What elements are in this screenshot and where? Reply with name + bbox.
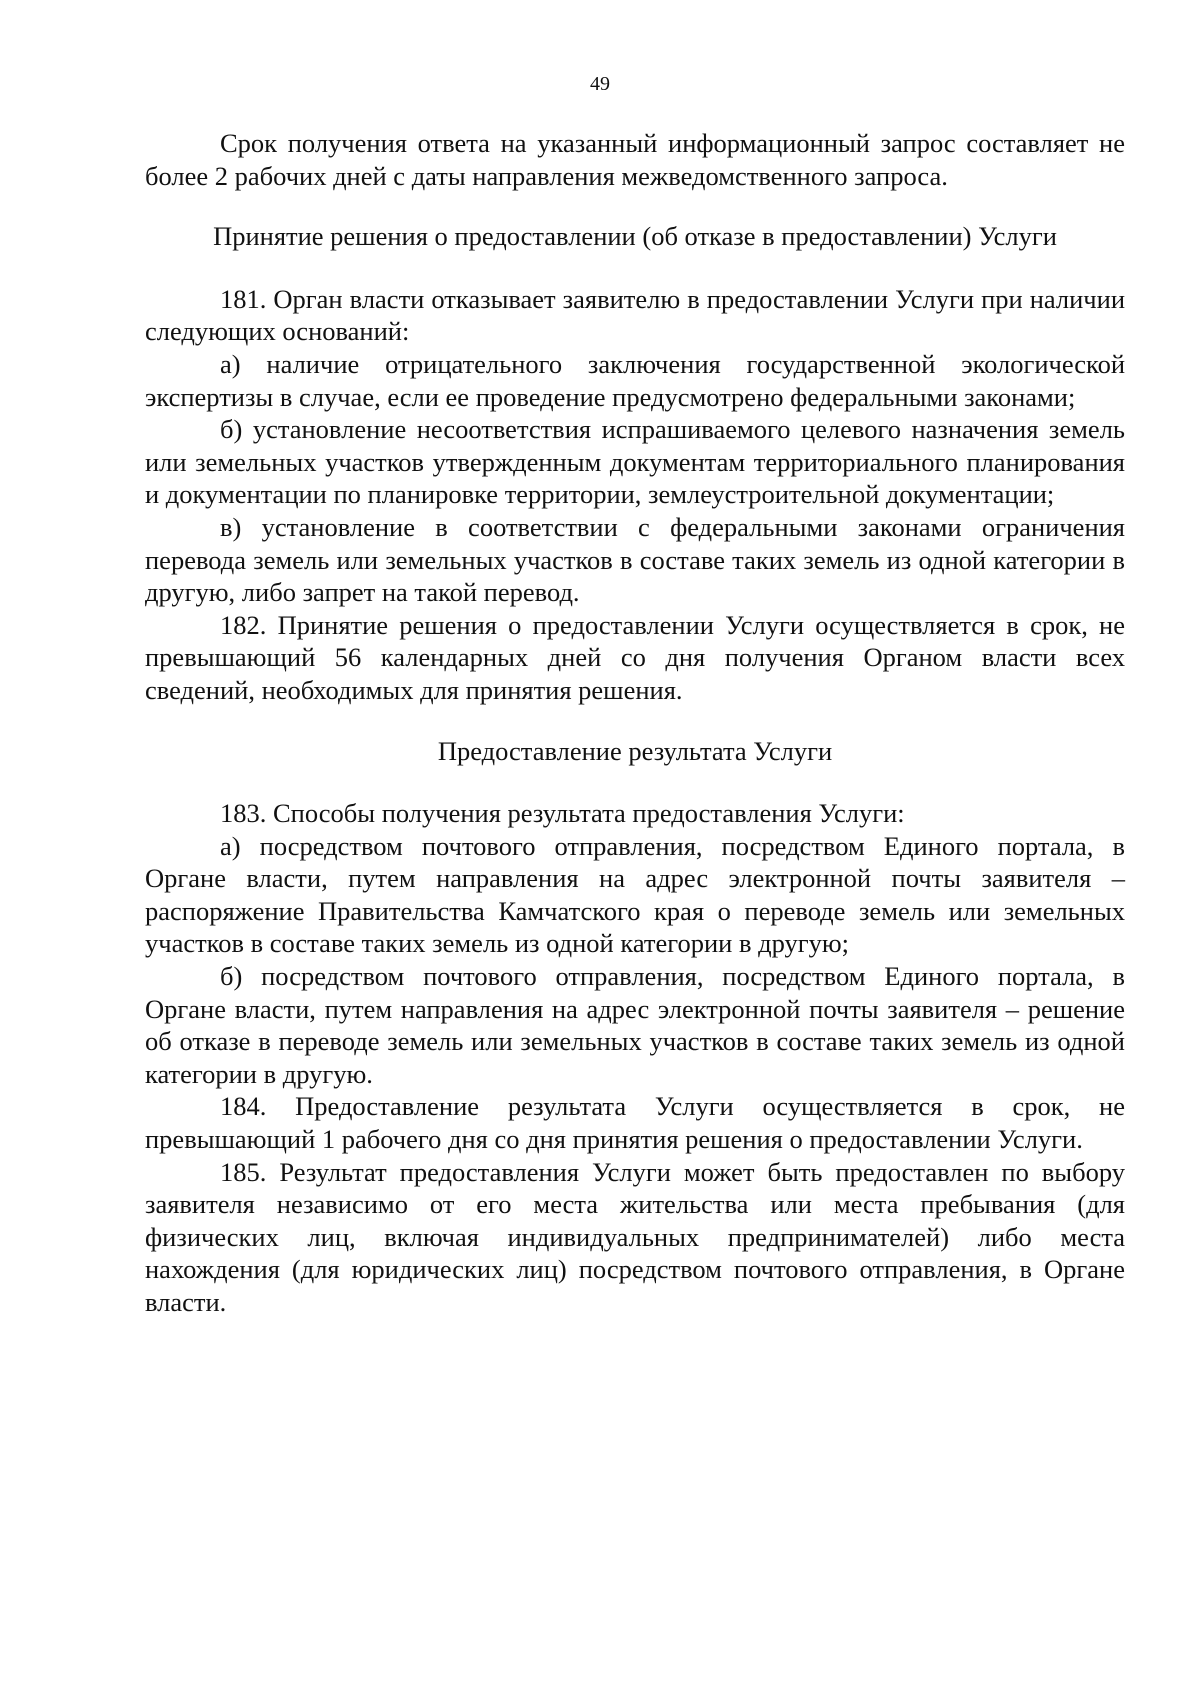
paragraph-181-a: а) наличие отрицательного заключения государственной экологической экспертизы в случае, если ее проведение предусмотрено федеральными законами;	[145, 348, 1125, 412]
paragraph-182: 182. Принятие решения о предоставлении Услуги осуществляется в срок, не превышающий 56 календарных дней со дня получения Органом власти всех сведений, необходимых для принятия решения.	[145, 609, 1125, 705]
paragraph-185: 185. Результат предоставления Услуги может быть предоставлен по выбору заявителя независимо от его места жительства или места пребывания (для физических лиц, включая индивидуальных предпринимателей) либо места нахождения (для юридических лиц) посредством почтового отправления, в Органе власти.	[145, 1156, 1125, 1317]
paragraph-181-v: в) установление в соответствии с федеральными законами ограничения перевода земель или земельных участков в составе таких земель из одной категории в другую, либо запрет на такой перевод.	[145, 511, 1125, 608]
paragraph-183-b: б) посредством почтового отправления, посредством Единого портала, в Органе власти, путем направления на адрес электронной почты заявителя – решение об отказе в переводе земель или земельных участков в составе таких земель из одной категории в другую.	[145, 961, 1125, 1089]
paragraph-181: 181. Орган власти отказывает заявителю в предоставлении Услуги при наличии следующих оснований:	[145, 283, 1125, 347]
paragraph-183: 183. Способы получения результата предоставления Услуги:	[220, 798, 905, 829]
paragraph-183-a: а) посредством почтового отправления, посредством Единого портала, в Органе власти, путем направления на адрес электронной почты заявителя – распоряжение Правительства Камчатского края о переводе земель или земельных участков в составе таких земель из одной категории в другую;	[145, 830, 1125, 959]
paragraph-184: 184. Предоставление результата Услуги осуществляется в срок, не превышающий 1 рабочего дня со дня принятия решения о предоставлении Услуги.	[145, 1091, 1125, 1155]
section-heading-decision: Принятие решения о предоставлении (об отказе в предоставлении) Услуги	[213, 221, 1057, 252]
page-number: 49	[590, 73, 610, 95]
paragraph-intro: Срок получения ответа на указанный информационный запрос составляет не более 2 рабочих дней с даты направления межведомственного запроса.	[145, 128, 1125, 191]
section-heading-result: Предоставление результата Услуги	[437, 735, 833, 766]
paragraph-181-b: б) установление несоответствия испрашиваемого целевого назначения земель или земельных участков утвержденным документам территориального планирования и документации по планировке территории, землеустроительной документации;	[145, 414, 1125, 510]
document-body	[145, 127, 1125, 1319]
